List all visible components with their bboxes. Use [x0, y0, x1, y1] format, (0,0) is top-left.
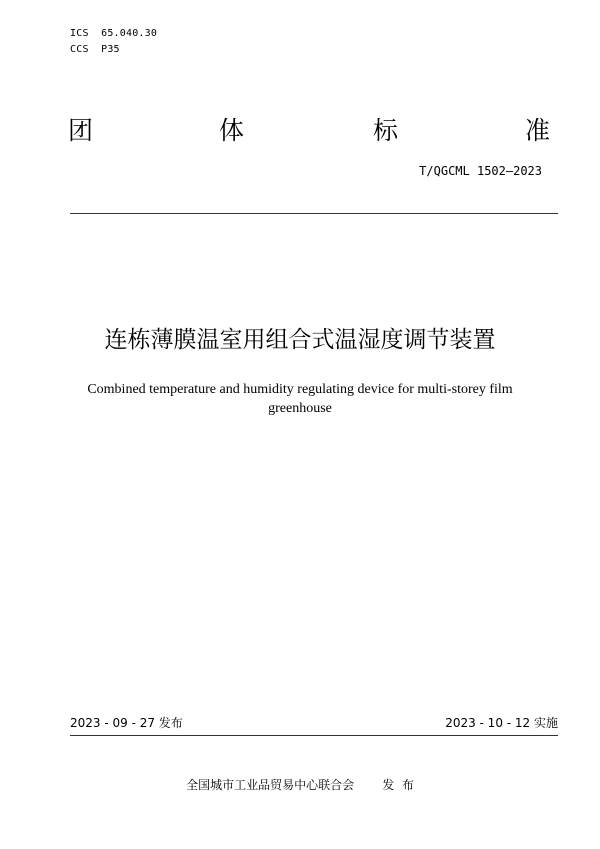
standard-type-char-3: 标: [373, 116, 399, 145]
ccs-code: CCS P35: [70, 44, 120, 55]
bottom-divider: [70, 735, 558, 736]
publish-action: 发 布: [382, 778, 414, 792]
english-title-line-2: greenhouse: [268, 401, 332, 416]
issue-date: 2023 - 09 - 27 发布: [70, 716, 183, 730]
top-divider: [70, 213, 558, 214]
standard-number: T/QGCML 1502—2023: [419, 164, 542, 178]
standard-type-char-1: 团: [68, 116, 94, 145]
standard-type-char-4: 准: [525, 116, 551, 145]
document-title-english: [70, 380, 530, 418]
document-title-chinese: 连栋薄膜温室用组合式温湿度调节装置: [104, 327, 496, 353]
english-title-line-1: Combined temperature and humidity regulating device for multi-storey film: [87, 382, 513, 397]
standard-type-char-2: 体: [219, 116, 245, 145]
publisher-name: 全国城市工业品贸易中心联合会: [186, 778, 355, 792]
implementation-date: 2023 - 10 - 12 实施: [445, 716, 558, 730]
ics-code: ICS 65.040.30: [70, 28, 158, 39]
publisher-line: [0, 776, 600, 793]
